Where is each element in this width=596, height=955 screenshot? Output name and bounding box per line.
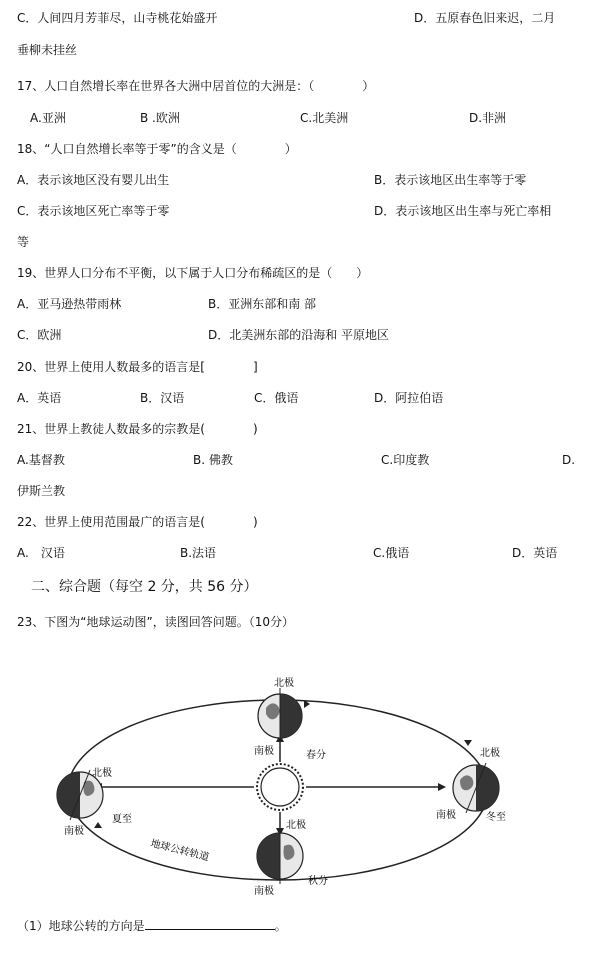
top-south-label: 南极 xyxy=(254,746,274,757)
orbit-arrow-left xyxy=(94,822,102,828)
q23-sub1-prefix: （1）地球公转的方向是 xyxy=(17,919,145,933)
q20-option-c: C．俄语 xyxy=(254,391,299,405)
q18-question xyxy=(0,139,596,159)
bottom-season-label: 秋分 xyxy=(308,876,328,887)
q18-option-d: D．表示该地区出生率与死亡率相 xyxy=(374,204,552,218)
q17-question xyxy=(0,76,596,96)
left-north-label: 北极 xyxy=(92,768,112,779)
q22-option-c: C.俄语 xyxy=(373,546,410,560)
q22-text: 22、世界上使用范围最广的语言是( ) xyxy=(17,515,258,529)
ray-to-right-arrowhead xyxy=(438,783,446,791)
left-season-label: 夏至 xyxy=(112,814,132,825)
q23-sub1 xyxy=(0,915,596,935)
q22-option-a: A. 汉语 xyxy=(17,546,65,560)
q23-question xyxy=(0,612,596,632)
q23-text: 23、下图为“地球运动图”，读图回答问题。（10分） xyxy=(17,615,294,629)
q22-options xyxy=(0,543,596,563)
section-2-title xyxy=(0,575,596,599)
bottom-south-label: 南极 xyxy=(254,886,274,897)
q21-text: 21、世界上教徒人数最多的宗教是( ) xyxy=(17,422,258,436)
q19-options-ab xyxy=(0,294,596,314)
q19-option-c: C．欧洲 xyxy=(17,328,62,342)
q22-question xyxy=(0,512,596,532)
q22-option-b: B.法语 xyxy=(180,546,217,560)
q19-question xyxy=(0,263,596,283)
q17-option-a: A.亚洲 xyxy=(30,111,66,125)
q18-text: 18、“人口自然增长率等于零”的含义是（ ） xyxy=(17,142,297,156)
top-north-label: 北极 xyxy=(274,678,294,689)
q18-option-c: C．表示该地区死亡率等于零 xyxy=(17,204,170,218)
q21-option-d-cont-text: 伊斯兰教 xyxy=(17,484,66,498)
q23-sub1-suffix: 。 xyxy=(274,919,287,933)
q16-option-d-continued xyxy=(0,40,596,60)
q20-text: 20、世界上使用人数最多的语言是[ ] xyxy=(17,360,258,374)
right-north-label: 北极 xyxy=(480,748,500,759)
answer-blank[interactable] xyxy=(145,915,275,930)
q17-option-b: B .欧洲 xyxy=(140,111,180,125)
q17-options xyxy=(0,108,596,128)
section-2-title-text: 二、综合题（每空 2 分，共 56 分） xyxy=(31,579,258,595)
q18-option-b: B．表示该地区出生率等于零 xyxy=(374,173,527,187)
q18-option-a: A．表示该地区没有婴儿出生 xyxy=(17,173,170,187)
bottom-north-label: 北极 xyxy=(286,820,306,831)
q20-option-b: B．汉语 xyxy=(140,391,185,405)
q22-option-d: D．英语 xyxy=(512,546,558,560)
q23-sub1-text xyxy=(17,915,287,936)
q20-option-d: D．阿拉伯语 xyxy=(374,391,444,405)
q21-option-a: A.基督教 xyxy=(17,453,65,467)
q18-option-d-continued xyxy=(0,232,596,252)
sun-icon xyxy=(257,764,303,810)
q16-option-row xyxy=(0,8,596,28)
q18-options-ab xyxy=(0,170,596,190)
q19-options-cd xyxy=(0,325,596,345)
right-south-label: 南极 xyxy=(436,810,456,821)
top-season-label: 春分 xyxy=(306,750,326,761)
q18-options-cd xyxy=(0,201,596,221)
q16-option-c: C．人间四月芳菲尽，山寺桃花始盛开 xyxy=(17,11,218,25)
q19-text: 19、世界人口分布不平衡，以下属于人口分布稀疏区的是（ ） xyxy=(17,266,369,280)
q21-option-c: C.印度教 xyxy=(381,453,430,467)
q19-option-b: B．亚洲东部和南 部 xyxy=(208,297,317,311)
q17-text: 17、人口自然增长率在世界各大洲中居首位的大洲是：（ ） xyxy=(17,79,375,93)
q17-option-c: C.北美洲 xyxy=(300,111,349,125)
q21-option-d: D. xyxy=(562,453,576,467)
q16-option-d: D．五原春色旧来迟，二月 xyxy=(414,11,556,25)
earth-winter-solstice xyxy=(453,763,499,813)
q20-question xyxy=(0,357,596,377)
q19-option-a: A．亚马逊热带雨林 xyxy=(17,297,122,311)
left-south-label: 南极 xyxy=(64,826,84,837)
q21-options xyxy=(0,450,596,470)
q21-question xyxy=(0,419,596,439)
orbit-label: 地球公转轨道 xyxy=(149,838,211,864)
q20-options xyxy=(0,388,596,408)
q16-option-d-cont-text: 垂柳未挂丝 xyxy=(17,43,78,57)
q21-option-b: B. 佛教 xyxy=(193,453,233,467)
right-season-label: 冬至 xyxy=(486,812,506,823)
earth-autumn-equinox xyxy=(257,828,303,884)
q18-option-d-cont-text: 等 xyxy=(17,235,30,249)
q17-option-d: D.非洲 xyxy=(469,111,507,125)
earth-spring-equinox xyxy=(258,688,302,744)
q20-option-a: A．英语 xyxy=(17,391,62,405)
orbit-arrow-right xyxy=(464,740,472,746)
earth-orbit-diagram xyxy=(40,670,560,902)
q21-option-d-continued xyxy=(0,481,596,501)
q19-option-d: D．北美洲东部的沿海和 平原地区 xyxy=(208,328,390,342)
